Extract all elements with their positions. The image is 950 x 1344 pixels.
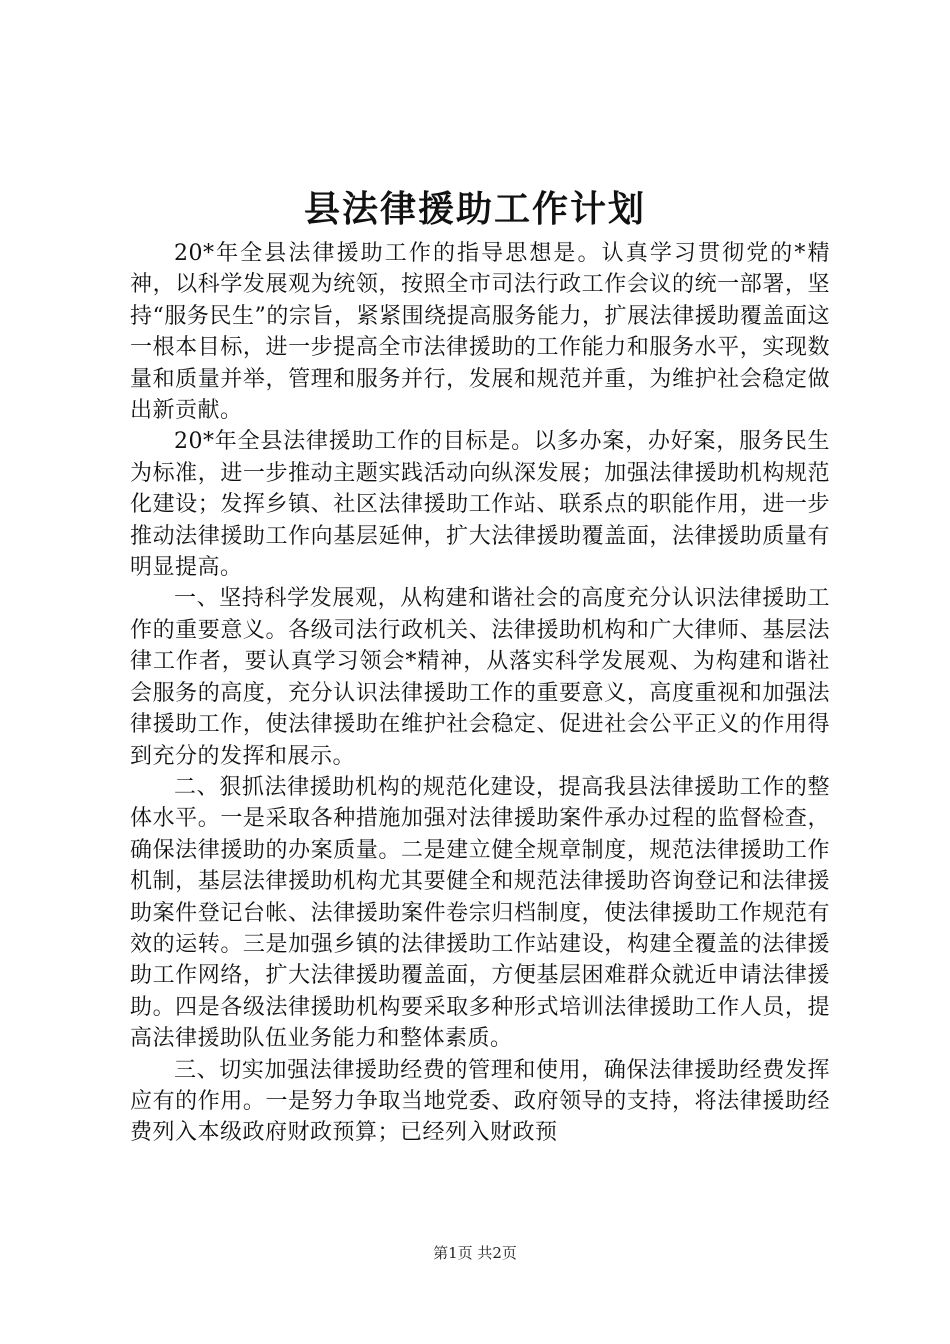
document-body <box>130 238 830 1149</box>
paragraph-section-1: 一、坚持科学发展观，从构建和谐社会的高度充分认识法律援助工作的重要意义。各级司法行政机关、法律援助机构和广大律师、基层法律工作者，要认真学习领会*精神，从落实科学发展观、为构建和谐社会服务的高度，充分认识法律援助工作的重要意义，高度重视和加强法律援助工作，使法律援助在维护社会稳定、促进社会公平正义的作用得到充分的发挥和展示。 <box>130 586 830 769</box>
page-footer: 第1页 共2页 <box>433 1244 517 1262</box>
paragraph-section-3: 三、切实加强法律援助经费的管理和使用，确保法律援助经费发挥应有的作用。一是努力争取当地党委、政府领导的支持，将法律援助经费列入本级政府财政预算；已经列入财政预 <box>130 1057 830 1146</box>
paragraph-section-2: 二、狠抓法律援助机构的规范化建设，提高我县法律援助工作的整体水平。一是采取各种措施加强对法律援助案件承办过程的监督检查，确保法律援助的办案质量。二是建立健全规章制度，规范法律援助工作机制，基层法律援助机构尤其要健全和规范法律援助咨询登记和法律援助案件登记台帐、法律援助案件卷宗归档制度，使法律援助工作规范有效的运转。三是加强乡镇的法律援助工作站建设，构建全覆盖的法律援助工作网络，扩大法律援助覆盖面，方便基层困难群众就近申请法律援助。四是各级法律援助机构要采取多种形式培训法律援助工作人员，提高法律援助队伍业务能力和整体素质。 <box>130 774 830 1052</box>
paragraph-guiding-thought: 20*年全县法律援助工作的指导思想是。认真学习贯彻党的*精神，以科学发展观为统领，按照全市司法行政工作会议的统一部署，坚持“服务民生”的宗旨，紧紧围绕提高服务能力，扩展法律援助覆盖面这一根本目标，进一步提高全市法律援助的工作能力和服务水平，实现数量和质量并举，管理和服务并行，发展和规范并重，为维护社会稳定做出新贡献。 <box>130 241 830 424</box>
paragraph-goals: 20*年全县法律援助工作的目标是。以多办案，办好案，服务民生为标准，进一步推动主题实践活动向纵深发展；加强法律援助机构规范化建设；发挥乡镇、社区法律援助工作站、联系点的职能作用，进一步推动法律援助工作向基层延伸，扩大法律援助覆盖面，法律援助质量有明显提高。 <box>130 429 830 581</box>
document-title: 县法律援助工作计划 <box>303 188 646 230</box>
